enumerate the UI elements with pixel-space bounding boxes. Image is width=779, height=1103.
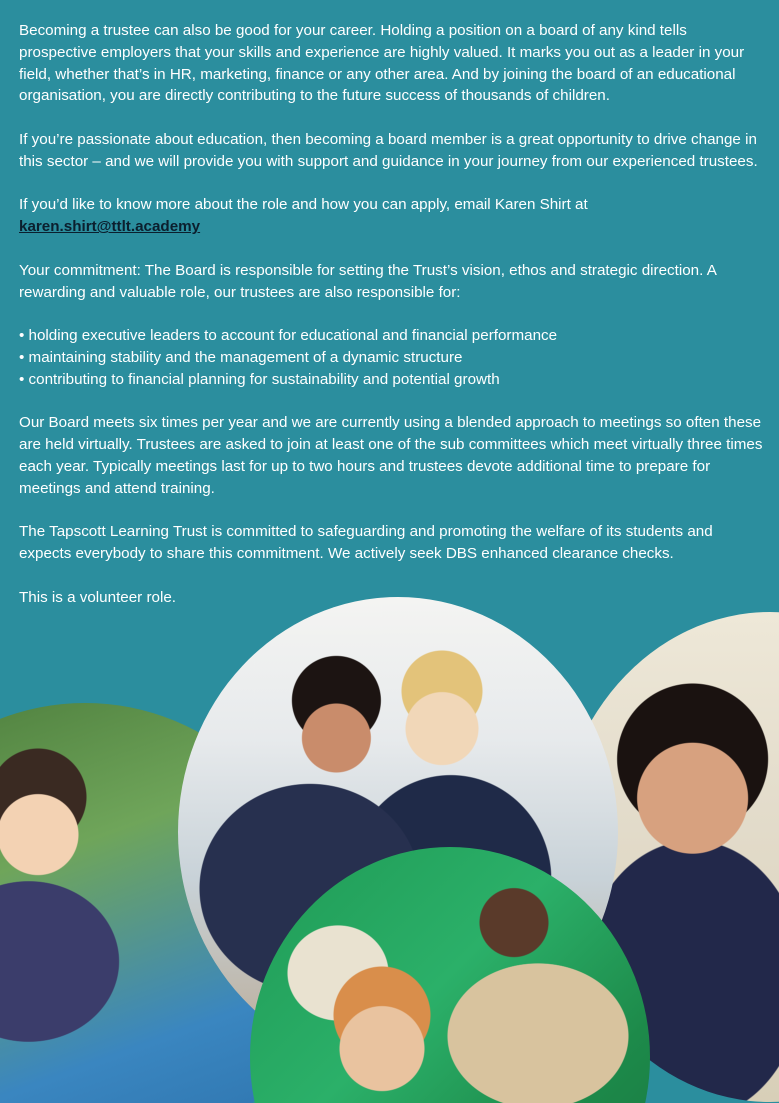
list-item: • contributing to financial planning for sustainability and potential growth (19, 370, 500, 388)
commitment-paragraph: Your commitment: The Board is responsible for setting the Trust’s vision, ethos and strategic direction. A rewarding and valuable role, our trustees are also responsible for: (19, 261, 717, 301)
safeguarding-paragraph: The Tapscott Learning Trust is committed to safeguarding and promoting the welfare of its students and expects everybody to share this commitment. We actively seek DBS enhanced clearance checks. (19, 523, 713, 563)
list-item: • holding executive leaders to account for educational and financial performance (19, 327, 558, 345)
contact-paragraph (19, 194, 764, 238)
career-paragraph: Becoming a trustee can also be good for your career. Holding a position on a board of any kind tells prospective employers that your skills and experience are highly valued. It marks you out as a leader in your field, whether that’s in HR, marketing, finance or any other area. And by joining the board of an educational organisation, you are directly contributing to the future success of thousands of children. (19, 22, 745, 105)
meetings-paragraph: Our Board meets six times per year and we are currently using a blended approach to meetings so often these are held virtually. Trustees are asked to join at least one of the sub committees which meet virtually three times each year. Typically meetings last for up to two hours and trustees devote additional time to prepare for meetings and attend training. (19, 414, 763, 497)
responsibilities-list (19, 325, 764, 390)
body-text (19, 20, 764, 630)
email-link[interactable]: karen.shirt@ttlt.academy (19, 218, 201, 236)
list-item: • maintaining stability and the management of a dynamic structure (19, 348, 463, 366)
passion-paragraph: If you’re passionate about education, then becoming a board member is a great opportunity to drive change in this sector – and we will provide you with support and guidance in your journey from our experienced trustees. (19, 130, 758, 170)
contact-text: If you’d like to know more about the role and how you can apply, email Karen Shirt at (19, 196, 588, 214)
volunteer-paragraph: This is a volunteer role. (19, 588, 177, 606)
